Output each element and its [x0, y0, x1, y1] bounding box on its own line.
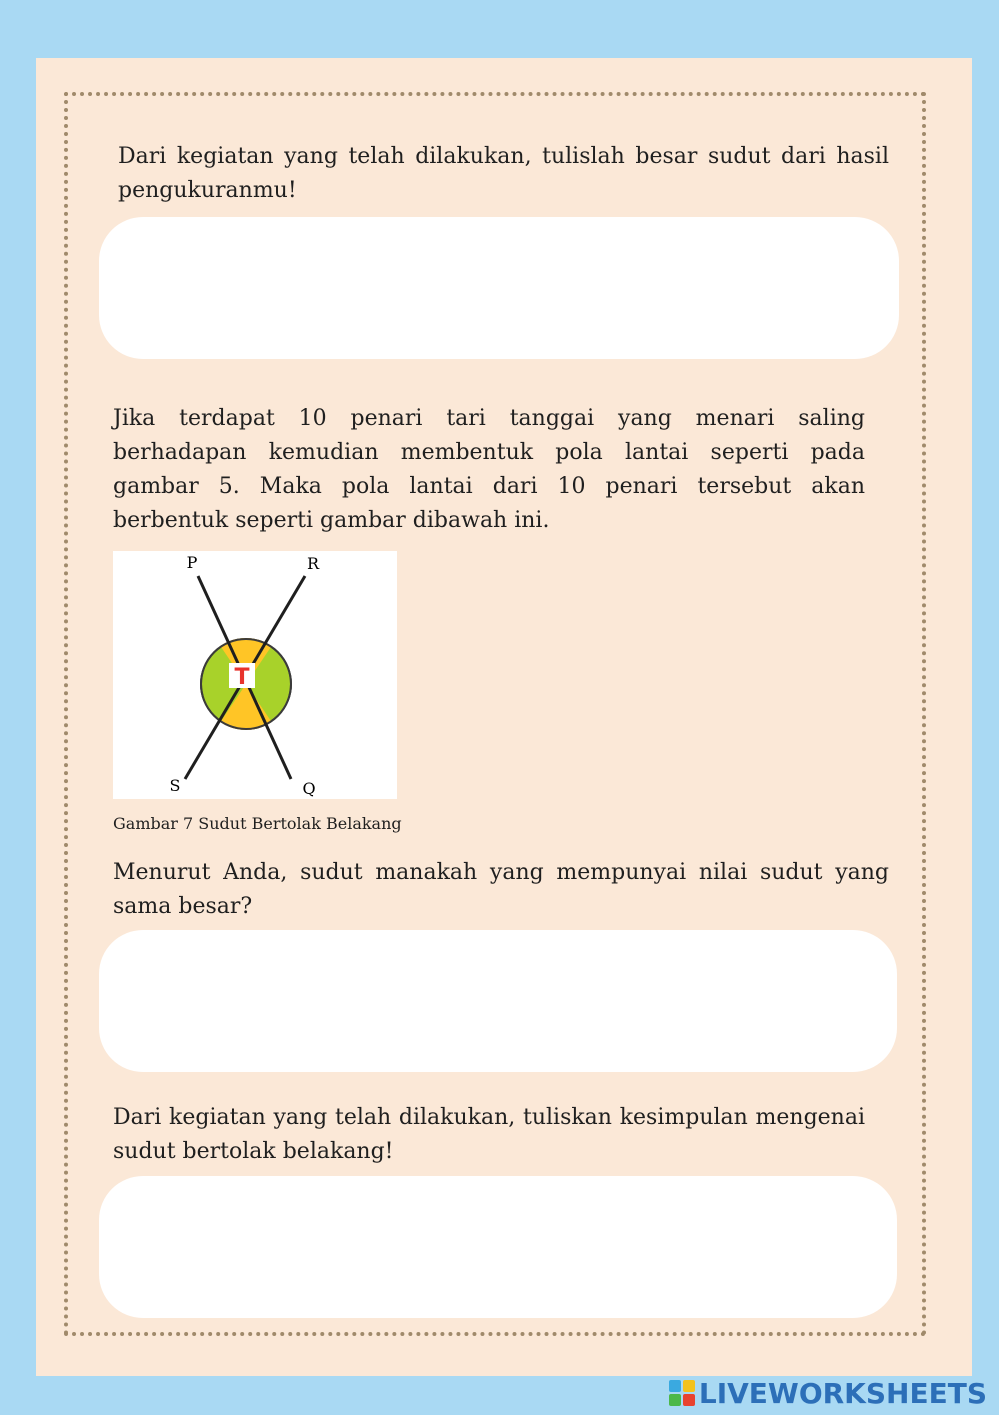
answer-box-1[interactable]: [99, 217, 899, 359]
brand-name: LIVEWORKSHEETS: [698, 1376, 987, 1410]
answer-box-3[interactable]: [99, 1176, 897, 1318]
label-p: P: [186, 553, 198, 572]
figure-caption: Gambar 7 Sudut Bertolak Belakang: [113, 814, 402, 833]
question-3-text: Menurut Anda, sudut manakah yang mempunyai nilai sudut yang sama besar?: [113, 860, 889, 919]
answer-box-2[interactable]: [99, 930, 897, 1072]
label-t: T: [234, 665, 250, 690]
label-r: R: [306, 554, 320, 573]
question-2-text: Jika terdapat 10 penari tari tanggai yang menari saling berhadapan kemudian membentuk pola lantai seperti pada gambar 5. Maka pola lantai dari 10 penari tersebut akan berbentuk seperti gambar dibawah ini.: [113, 406, 865, 533]
question-1-text: Dari kegiatan yang telah dilakukan, tulislah besar sudut dari hasil pengukuranmu!: [118, 144, 889, 203]
liveworksheets-logo: [669, 1376, 987, 1410]
label-q: Q: [302, 779, 316, 798]
vertical-angles-figure: [113, 551, 397, 799]
question-4-text: Dari kegiatan yang telah dilakukan, tuliskan kesimpulan mengenai sudut bertolak belakang!: [113, 1105, 865, 1164]
label-s: S: [169, 776, 181, 795]
liveworksheets-icon: [669, 1380, 695, 1406]
